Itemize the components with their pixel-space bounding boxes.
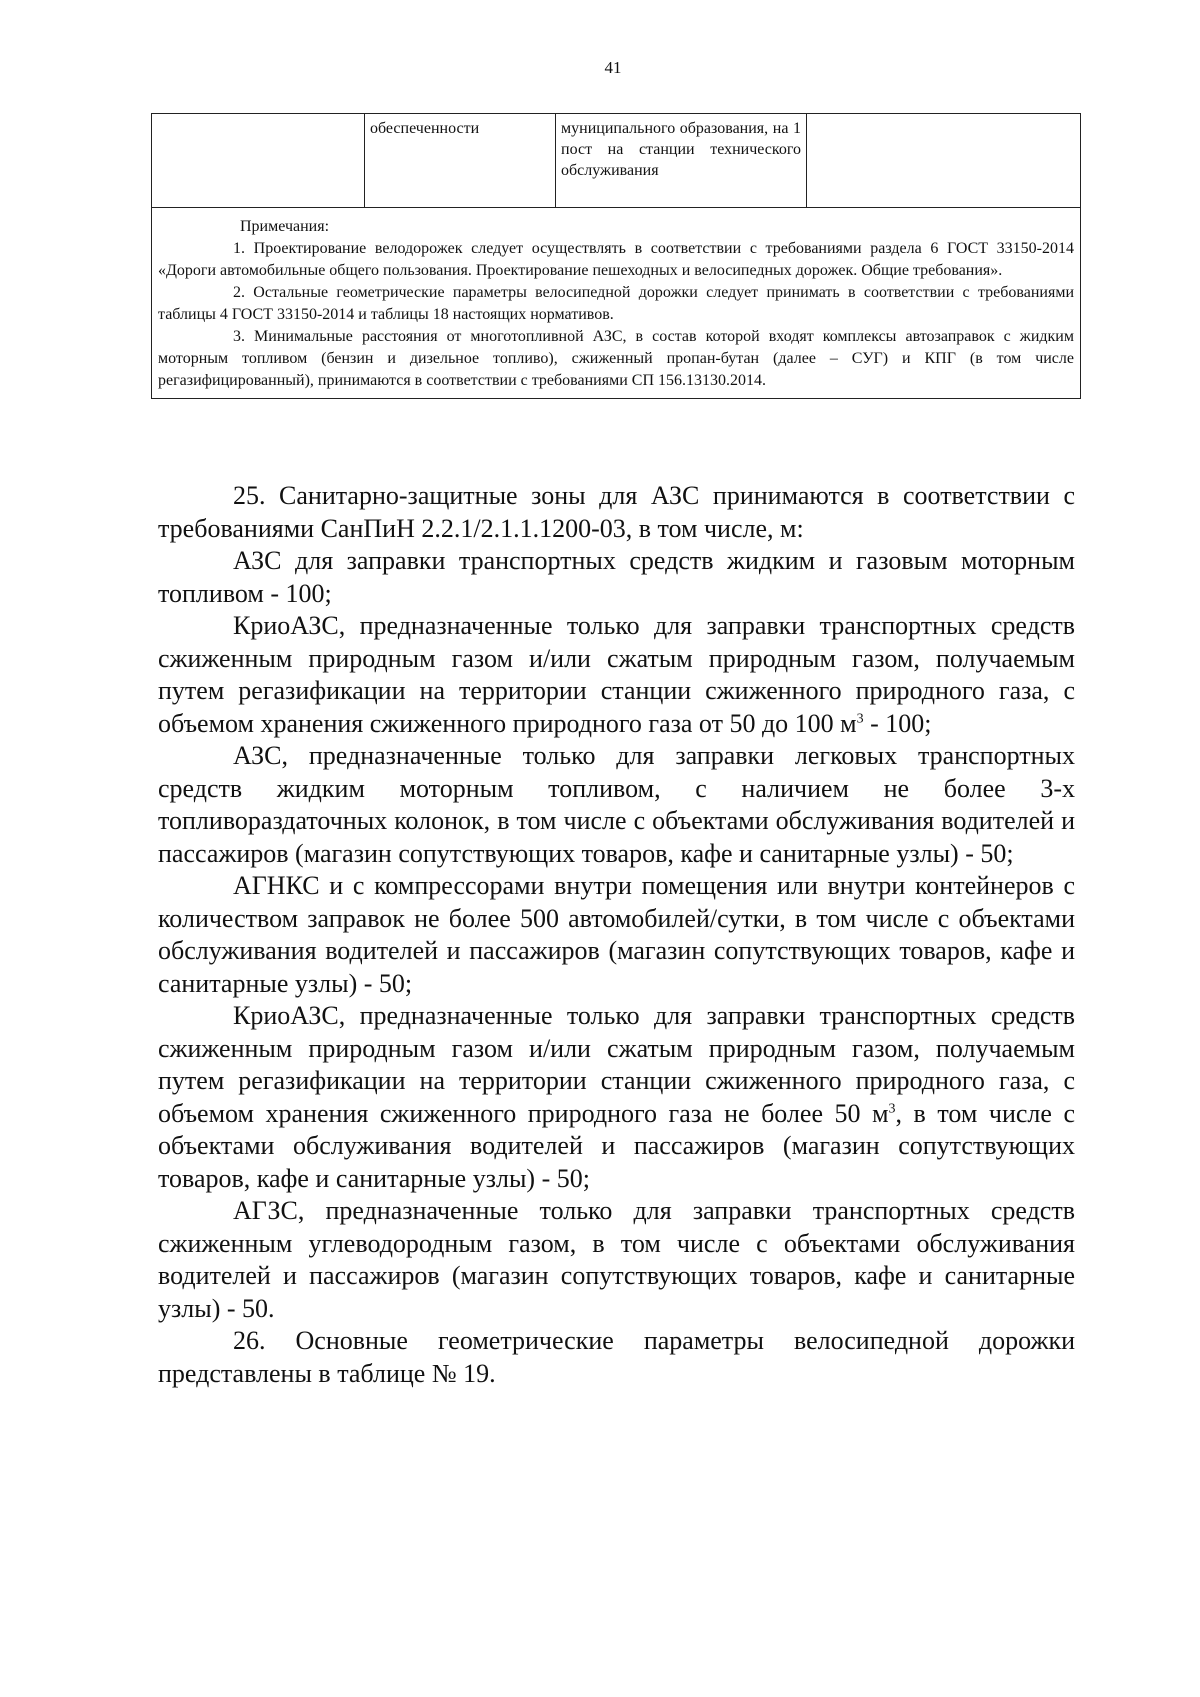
notes-title: Примечания: [240, 218, 330, 235]
table-cell-unit: муниципального образования, на 1 пост на станции технического обслуживания [556, 114, 807, 208]
table-cell-empty-4 [807, 114, 1081, 208]
note-item-3: 3. Минимальные расстояния от многотопливной АЗС, в состав которой входят комплексы автозаправок с жидким моторным топливом (бензин и дизельное топливо), сжиженный пропан-бутан (далее – СУГ) и КПГ (в том числе регазифицированный), принимаются в соответствии с требованиями СП 156.13130.2014. [158, 328, 1074, 389]
paragraph-25: 25. Санитарно-защитные зоны для АЗС принимаются в соответствии с требованиями СанПиН 2.2.1/2.1.1.1200-03, в том числе, м: [158, 481, 1075, 543]
superscript: 3 [888, 1100, 896, 1116]
table-cell-indicator: обеспеченности [365, 114, 556, 208]
paragraph-text: - 100; [863, 708, 932, 738]
paragraph-crioazs-50-100 [158, 610, 1075, 740]
paragraph-azs-liquid-gas: АЗС для заправки транспортных средств жидким и газовым моторным топливом - 100; [158, 546, 1075, 608]
note-item-1: 1. Проектирование велодорожек следует осуществлять в соответствии с требованиями раздела 6 ГОСТ 33150-2014 «Дороги автомобильные общего пользования. Проектирование пешеходных и велосипедных дорожек. Общие требования». [158, 240, 1074, 279]
table-row [152, 114, 1081, 208]
table-notes-cell [152, 208, 1081, 399]
page-number: 41 [604, 58, 622, 77]
paragraph-text: КриоАЗС, предназначенные только для заправки транспортных средств сжиженным природным газом и/или сжатым природным газом, получаемым путем регазификации на территории станции сжиженного природного газа, с объемом хранения сжиженного природного газа не более 50 м [158, 1001, 1075, 1128]
paragraph-26: 26. Основные геометрические параметры велосипедной дорожки представлены в таблице № 19. [158, 1326, 1075, 1388]
main-text [158, 480, 1075, 1390]
paragraph-agnks: АГНКС и с компрессорами внутри помещения или внутри контейнеров с количеством заправок не более 500 автомобилей/сутки, в том числе с объектами обслуживания водителей и пассажиров (магазин сопутствующих товаров, кафе и санитарные узлы) - 50; [158, 871, 1075, 998]
table-notes-row [152, 208, 1081, 399]
table-cell-empty-1 [152, 114, 365, 208]
continued-table [151, 113, 1081, 399]
paragraph-text: КриоАЗС, предназначенные только для заправки транспортных средств сжиженным природным газом и/или сжатым природным газом, получаемым путем регазификации на территории станции сжиженного природного газа, с объемом хранения сжиженного природного газа от 50 до 100 м [158, 611, 1075, 738]
paragraph-text: , в том числе с объектами обслуживания водителей и пассажиров (магазин сопутствующих товаров, кафе и санитарные узлы) - 50; [158, 1098, 1075, 1193]
paragraph-azs-light-vehicles: АЗС, предназначенные только для заправки легковых транспортных средств жидким моторным топливом, с наличием не более 3-х топливораздаточных колонок, в том числе с объектами обслуживания водителей и пассажиров (магазин сопутствующих товаров, кафе и санитарные узлы) - 50; [158, 741, 1075, 868]
superscript: 3 [856, 710, 864, 726]
paragraph-crioazs-under-50 [158, 1000, 1075, 1195]
paragraph-agzs: АГЗС, предназначенные только для заправки транспортных средств сжиженным углеводородным газом, в том числе с объектами обслуживания водителей и пассажиров (магазин сопутствующих товаров, кафе и санитарные узлы) - 50. [158, 1196, 1075, 1323]
note-item-2: 2. Остальные геометрические параметры велосипедной дорожки следует принимать в соответствии с требованиями таблицы 4 ГОСТ 33150-2014 и таблицы 18 настоящих нормативов. [158, 284, 1074, 323]
